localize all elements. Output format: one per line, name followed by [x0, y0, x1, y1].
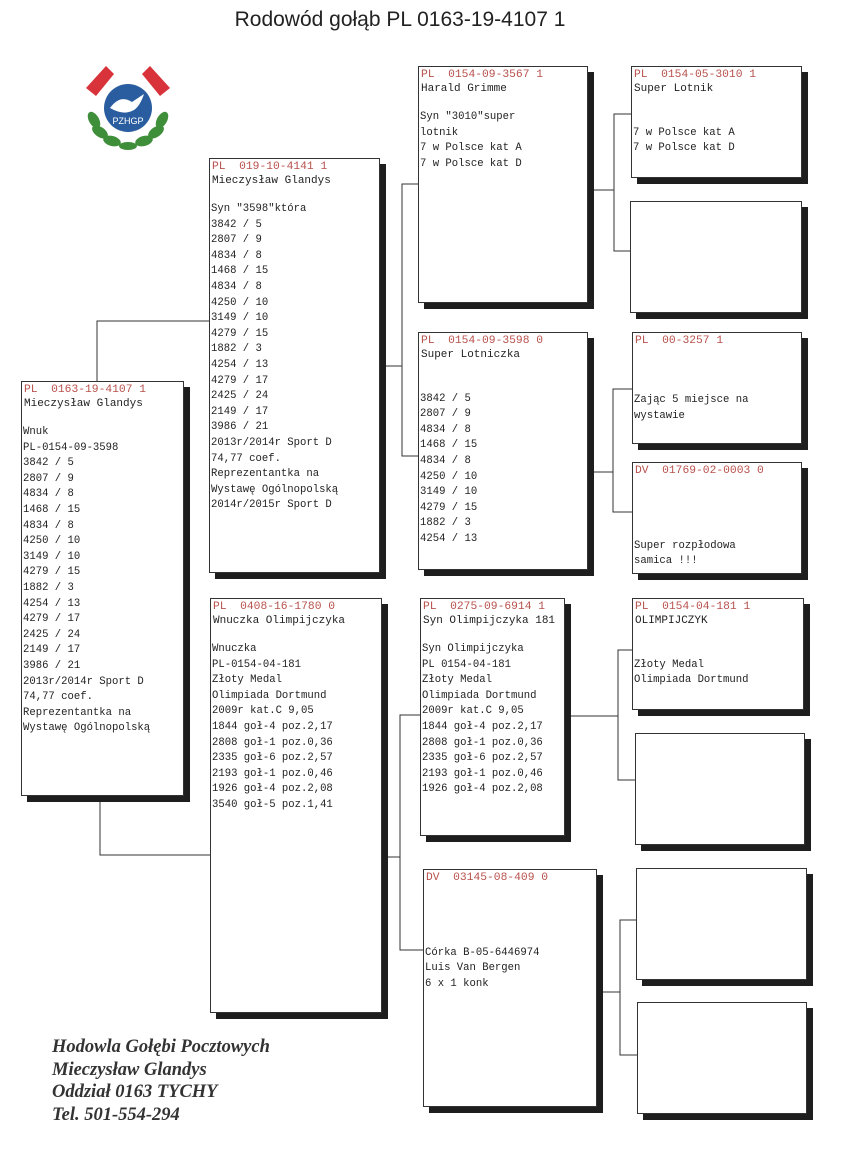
detail-line: Córka B-05-6446974 [425, 946, 540, 959]
pigeon-details [419, 376, 587, 548]
detail-line: PL-0154-04-181 [212, 658, 302, 671]
detail-line: 2807 / 9 [420, 408, 471, 421]
detail-line [633, 110, 801, 126]
pigeon-name: Super Lotnik [634, 83, 714, 95]
detail-line: 3986 / 21 [23, 659, 81, 672]
ring-number: DV 01769-02-0003 0 [635, 465, 764, 477]
pedigree-box-dam [210, 598, 382, 1013]
pedigree-box-dd-sire [636, 868, 807, 980]
footer-line: Tel. 501-554-294 [52, 1104, 180, 1125]
pigeon-name: Super Lotniczka [421, 349, 521, 361]
detail-line: Wystawę Ogólnopolską [23, 722, 151, 735]
detail-line: Reprezentantka na [23, 706, 132, 719]
detail-line: 4834 / 8 [420, 423, 471, 436]
pedigree-box-subject [21, 381, 184, 796]
pedigree-box-ss-dam [630, 201, 802, 313]
pedigree-box-dam-sire [420, 598, 565, 836]
detail-line: 3842 / 5 [211, 218, 262, 231]
detail-line: 4250 / 10 [211, 296, 269, 309]
detail-line: 2808 goł-1 poz.0,36 [212, 736, 333, 749]
detail-line: Super rozpłodowa [634, 539, 736, 552]
detail-line [634, 378, 801, 394]
detail-line: Wystawę Ogólnopolską [211, 483, 339, 496]
detail-line: 2807 / 9 [23, 472, 74, 485]
pigeon-details [210, 202, 379, 514]
detail-line: 1926 goł-4 poz.2,08 [212, 783, 333, 796]
pigeon-details [633, 362, 801, 424]
connector-dam-dam [597, 920, 636, 992]
pigeon-details [632, 110, 801, 157]
detail-line: Reprezentantka na [211, 468, 320, 481]
detail-line: 3842 / 5 [420, 392, 471, 405]
footer-line: Hodowla Gołębi Pocztowych [52, 1037, 270, 1057]
detail-line: 2193 goł-1 poz.0,46 [212, 767, 333, 780]
detail-line: 1926 goł-4 poz.2,08 [422, 783, 543, 796]
detail-line: 4254 / 13 [420, 532, 478, 545]
pigeon-name: Harald Grimme [421, 83, 507, 95]
detail-line: 2335 goł-6 poz.2,57 [422, 752, 543, 765]
ring-number: PL 0154-09-3567 1 [421, 69, 544, 81]
detail-line: 2009r kat.C 9,05 [422, 705, 524, 718]
ring-number [638, 1003, 806, 1004]
pigeon-name: Mieczysław Glandys [212, 175, 331, 187]
pigeon-name: Syn Olimpijczyka 181 [423, 615, 556, 627]
detail-line: 4254 / 13 [23, 597, 81, 610]
detail-line [425, 899, 596, 915]
ring-number: PL 0163-19-4107 1 [24, 384, 147, 396]
pedigree-box-sire [209, 158, 380, 573]
pigeon-name: Mieczysław Glandys [24, 398, 143, 410]
detail-line [634, 508, 801, 524]
connector-dam-sire [565, 650, 632, 716]
detail-line: 4279 / 17 [23, 613, 81, 626]
detail-line: Syn "3598"która [211, 203, 307, 215]
ring-number: PL 00-3257 1 [635, 335, 724, 347]
detail-line: PL 0154-04-181 [422, 658, 512, 671]
pedigree-box-dd-dam [637, 1002, 807, 1114]
detail-line: Olimpiada Dortmund [212, 689, 327, 702]
pedigree-box-sd-sire [632, 332, 802, 444]
ring-number: PL 0408-16-1780 0 [213, 601, 336, 613]
detail-line: 7 w Polsce kat A [633, 126, 735, 139]
detail-line: 2009r kat.C 9,05 [212, 705, 314, 718]
detail-line: Zając 5 miejsce na [634, 394, 749, 407]
detail-line: Złoty Medal [422, 674, 492, 687]
pigeon-details [211, 642, 381, 814]
detail-line: 1844 goł-4 poz.2,17 [422, 720, 543, 733]
detail-line: 2425 / 24 [211, 390, 269, 403]
detail-line [634, 523, 801, 539]
ring-number: PL 0275-09-6914 1 [423, 601, 546, 613]
breeder-footer [52, 1036, 270, 1126]
pedigree-box-sire-dam [418, 332, 588, 570]
detail-line: 3149 / 10 [211, 312, 269, 325]
detail-line: 1882 / 3 [420, 517, 471, 530]
detail-line [634, 492, 801, 508]
ring-number [631, 202, 801, 203]
logo-text: PZHGP [112, 116, 144, 126]
detail-line: PL-0154-09-3598 [23, 441, 119, 454]
detail-line: 4834 / 8 [211, 249, 262, 262]
detail-line [634, 362, 801, 378]
footer-line: Oddział 0163 TYCHY [52, 1082, 218, 1102]
ring-number [636, 734, 804, 735]
detail-line: 7 w Polsce kat A [420, 142, 522, 155]
ring-number: PL 0154-09-3598 0 [421, 335, 544, 347]
detail-line: 2013r/2014r Sport D [211, 436, 332, 449]
detail-line: lotnik [420, 126, 459, 139]
pedigree-box-ss-sire [631, 66, 802, 178]
detail-line: 3842 / 5 [23, 457, 74, 470]
detail-line: wystawie [634, 409, 685, 422]
pedigree-box-sd-dam [632, 462, 802, 574]
detail-line: 2013r/2014r Sport D [23, 675, 144, 688]
detail-line: 4279 / 15 [23, 566, 81, 579]
connector-sire-sire [588, 114, 632, 190]
detail-line: Złoty Medal [634, 658, 704, 671]
pigeon-name: Wnuczka Olimpijczyka [213, 615, 346, 627]
detail-line: 3149 / 10 [420, 486, 478, 499]
connector-dam [382, 715, 420, 857]
detail-line: 2807 / 9 [211, 234, 262, 247]
detail-line: 2014r/2015r Sport D [211, 499, 332, 512]
ring-number: PL 0154-04-181 1 [635, 601, 751, 613]
page-title: Rodowód gołąb PL 0163-19-4107 1 [234, 8, 566, 31]
detail-line: 4250 / 10 [23, 535, 81, 548]
pedigree-box-ds-sire [632, 598, 804, 710]
pedigree-box-dam-dam [423, 869, 597, 1107]
footer-line: Mieczysław Glandys [52, 1059, 207, 1080]
detail-line: 1468 / 15 [23, 503, 81, 516]
pigeon-details [633, 492, 801, 570]
detail-line: 4250 / 10 [420, 470, 478, 483]
detail-line: 3986 / 21 [211, 421, 269, 434]
detail-line: 1882 / 3 [211, 343, 262, 356]
detail-line: Wnuk [23, 426, 49, 438]
detail-line: 4279 / 15 [420, 501, 478, 514]
detail-line: 4834 / 8 [211, 280, 262, 293]
detail-line: 4254 / 13 [211, 358, 269, 371]
connector-sire [380, 184, 418, 366]
detail-line: 1844 goł-4 poz.2,17 [212, 720, 333, 733]
detail-line: Złoty Medal [212, 674, 282, 687]
pigeon-details [633, 642, 803, 689]
pigeon-details [22, 425, 183, 737]
detail-line [634, 642, 803, 658]
detail-line: Luis Van Bergen [425, 962, 521, 975]
ring-number [637, 869, 806, 870]
detail-line: 4834 / 8 [23, 519, 74, 532]
ring-number: PL 019-10-4141 1 [212, 161, 328, 173]
detail-line: 74,77 coef. [23, 691, 93, 704]
detail-line: Syn Olimpijczyka [422, 643, 524, 655]
detail-line: 1882 / 3 [23, 581, 74, 594]
pedigree-box-sire-sire [418, 66, 588, 303]
detail-line: 2149 / 17 [23, 644, 81, 657]
detail-line: 2808 goł-1 poz.0,36 [422, 736, 543, 749]
detail-line [420, 376, 587, 392]
detail-line: 2425 / 24 [23, 628, 81, 641]
detail-line: 7 w Polsce kat D [633, 142, 735, 155]
detail-line: 4279 / 15 [211, 327, 269, 340]
detail-line: 2335 goł-6 poz.2,57 [212, 752, 333, 765]
detail-line: 7 w Polsce kat D [420, 157, 522, 170]
detail-line: 3149 / 10 [23, 550, 81, 563]
detail-line [425, 930, 596, 946]
detail-line: 4834 / 8 [23, 488, 74, 501]
detail-line: Wnuczka [212, 643, 257, 655]
connector-subject [97, 321, 210, 381]
pedigree-box-ds-dam [635, 733, 805, 845]
detail-line: 4279 / 17 [211, 374, 269, 387]
ring-number: DV 03145-08-409 0 [426, 872, 549, 884]
detail-line: Olimpiada Dortmund [634, 674, 749, 687]
detail-line: 6 x 1 konk [425, 977, 489, 990]
detail-line: Syn "3010"super [420, 111, 516, 123]
pigeon-details [421, 642, 564, 798]
connector-sire-dam [588, 389, 632, 472]
pigeon-name: OLIMPIJCZYK [635, 615, 708, 627]
detail-line: 4834 / 8 [420, 454, 471, 467]
detail-line: Olimpiada Dortmund [422, 689, 537, 702]
detail-line [425, 915, 596, 931]
pigeon-details [424, 899, 596, 993]
pigeon-details [419, 110, 587, 172]
detail-line: samica !!! [634, 555, 698, 568]
detail-line: 3540 goł-5 poz.1,41 [212, 798, 333, 811]
detail-line: 2193 goł-1 poz.0,46 [422, 767, 543, 780]
detail-line: 1468 / 15 [211, 265, 269, 278]
detail-line: 1468 / 15 [420, 439, 478, 452]
detail-line: 2149 / 17 [211, 405, 269, 418]
detail-line: 74,77 coef. [211, 452, 281, 465]
ring-number: PL 0154-05-3010 1 [634, 69, 757, 81]
